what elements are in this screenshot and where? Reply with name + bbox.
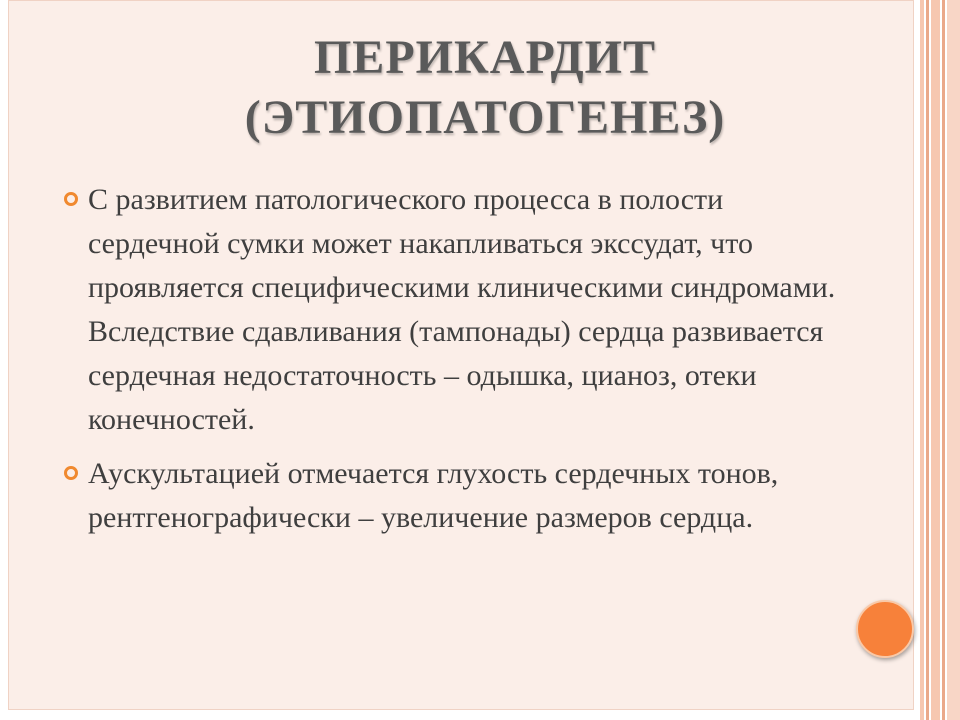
- bullet-item: [64, 178, 854, 442]
- stripe: [931, 0, 940, 720]
- bullet-item: [64, 452, 854, 540]
- slide-title: [60, 28, 910, 148]
- orange-circle-icon: [856, 600, 914, 658]
- stripe: [920, 0, 924, 720]
- stripe: [942, 0, 945, 720]
- orange-ring-icon: [64, 466, 78, 480]
- stripe: [947, 0, 960, 720]
- orange-ring-icon: [64, 192, 78, 206]
- bullet-text: Аускультацией отмечается глухость сердечных тонов, рентгенографически – увеличение размеров сердца.: [88, 457, 779, 534]
- slide-body: [64, 178, 854, 550]
- bullet-text: С развитием патологического процесса в полости сердечной сумки может накапливаться экссудат, что проявляется специфическими клиническими синдромами. Вследствие сдавливания (тампонады) сердца развивается сердечная недостаточность – одышка, цианоз, отеки конечностей.: [88, 183, 836, 436]
- title-line-2: (ЭТИОПАТОГЕНЕЗ): [244, 91, 726, 144]
- right-decorative-stripes: [920, 0, 960, 720]
- title-line-1: ПЕРИКАРДИТ: [313, 31, 657, 84]
- stripe: [926, 0, 929, 720]
